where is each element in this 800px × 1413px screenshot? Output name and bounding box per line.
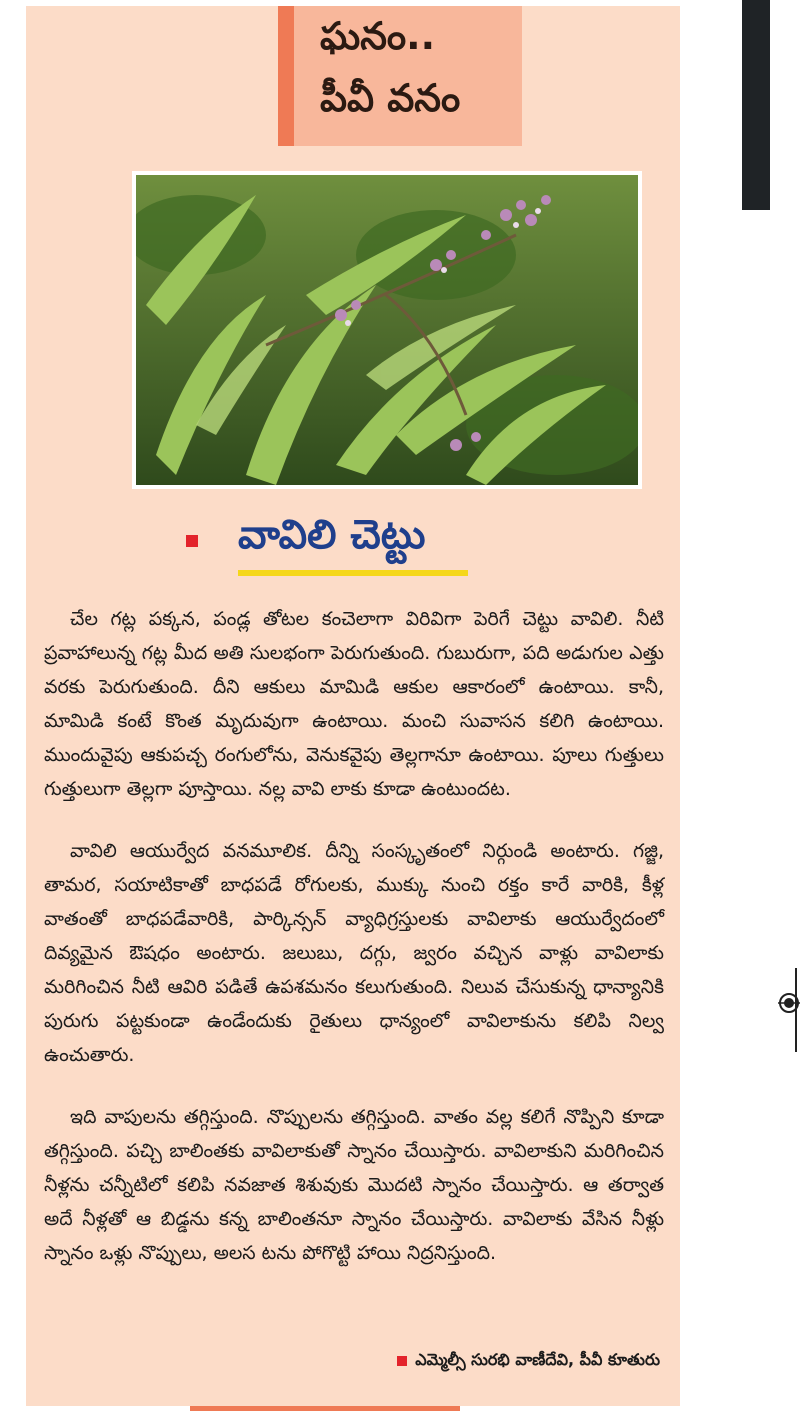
vavili-plant-photo: [132, 171, 642, 489]
masthead-line-1: ఘనం..: [320, 14, 436, 58]
article-body: [44, 602, 664, 1298]
body-paragraph-1: చేల గట్ల పక్కన, పండ్ల తోటల కంచెలాగా విరివిగా పెరిగే చెట్టు వావిలి. నీటి ప్రవాహాలున్న గట్ల మీద అతి సులభంగా పెరుగుతుంది. గుబురుగా, పది అడుగుల ఎత్తు వరకు పెరుగుతుంది. దీని ఆకులు మామిడి ఆకుల ఆకారంలో ఉంటాయి. కానీ, మామిడి కంటే కొంత మృదువుగా ఉంటాయి. మంచి సువాసన కలిగి ఉంటాయి. ముందువైపు ఆకుపచ్చ రంగులోను, వెనుకవైపు తెల్లగానూ ఉంటాయి. పూలు గుత్తులు గుత్తులుగా తెల్లగా పూస్తాయి. నల్ల వావి లాకు కూడా ఉంటుందట.: [44, 608, 664, 800]
article-heading: [186, 505, 506, 575]
article-panel: [26, 6, 680, 1406]
heading-underline: [238, 570, 468, 576]
body-paragraph-3: ఇది వాపులను తగ్గిస్తుంది. నొప్పులను తగ్గిస్తుంది. వాతం వల్ల కలిగే నొప్పిని కూడా తగ్గిస్తుంది. పచ్చి బాలింతకు వావిలాకుతో స్నానం చేయిస్తారు. వావిలాకుని మరిగించిన నీళ్లను చన్నీటిలో కలిపి నవజాత శిశువుకు మొదటి స్నానం చేయిస్తారు. ఆ తర్వాత అదే నీళ్లతో ఆ బిడ్డను కన్న బాలింతనూ స్నానం చేయిస్తారు. వావిలాకు వేసిన నీళ్లు స్నానం ఒళ్లు నొప్పులు, అలస టను పోగొట్టి హాయి నిద్రనిస్తుంది.: [44, 1106, 664, 1264]
bottom-rule: [190, 1406, 460, 1411]
byline: [397, 1350, 660, 1373]
byline-text: ఎమ్మెల్సీ సురభి వాణీదేవి, పీవీ కూతురు: [415, 1350, 660, 1369]
article-title: వావిలి చెట్టు: [238, 512, 426, 558]
registration-mark-icon: [778, 992, 800, 1014]
section-masthead: [278, 6, 522, 146]
adjacent-column-photo-strip: [742, 0, 770, 210]
body-paragraph-2: వావిలి ఆయుర్వేద వనమూలిక. దీన్ని సంస్కృతంలో నిర్గుండి అంటారు. గజ్జి, తామర, సయాటికాతో బాధపడే రోగులకు, ముక్కు నుంచి రక్తం కారే వారికి, కీళ్ల వాతంతో బాధపడేవారికి, పార్కిన్సన్ వ్యాధిగ్రస్తులకు వావిలాకు ఆయుర్వేదంలో దివ్యమైన ఔషధం అంటారు. జలుబు, దగ్గు, జ్వరం వచ్చిన వాళ్లు వావిలాకు మరిగించిన నీటి ఆవిరి పడితే ఉపశమనం కలుగుతుంది. నిలువ చేసుకున్న ధాన్యానికి పురుగు పట్టకుండా ఉండేందుకు రైతులు ధాన్యంలో వావిలాకును కలిపి నిల్వ ఉంచుతారు.: [44, 840, 664, 1066]
byline-bullet-icon: [397, 1356, 407, 1366]
vavili-plant-photo-icon: [136, 175, 638, 485]
heading-bullet-icon: [186, 535, 198, 547]
masthead-line-2: పీవీ వనం: [320, 76, 461, 120]
